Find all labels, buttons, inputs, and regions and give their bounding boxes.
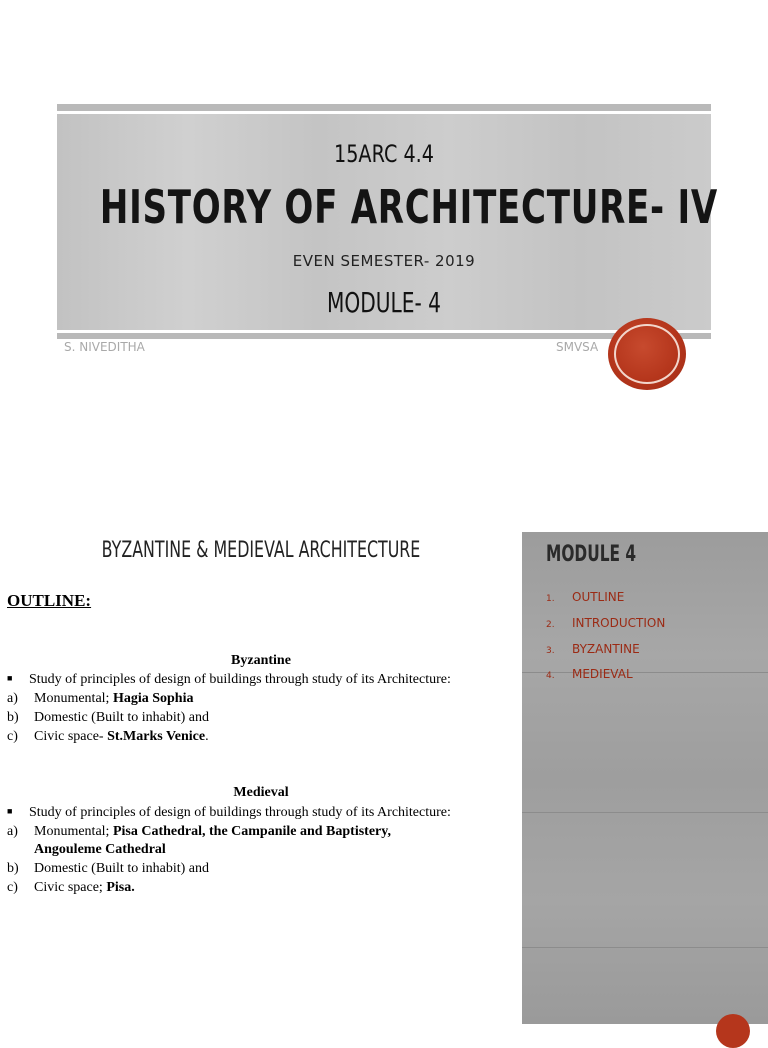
item-label: OUTLINE — [572, 590, 625, 604]
item-text: Civic space; — [34, 880, 107, 895]
item-suffix: . — [205, 729, 209, 744]
panel-divider — [522, 812, 768, 813]
item-text: Monumental; — [34, 691, 113, 706]
item-label: INTRODUCTION — [572, 616, 666, 630]
module-side-panel — [522, 532, 768, 1024]
panel-title: MODULE 4 — [546, 542, 637, 567]
outline-heading: OUTLINE: — [7, 591, 92, 610]
panel-divider — [522, 947, 768, 948]
panel-item-byzantine[interactable] — [546, 642, 640, 656]
outline-slide — [0, 530, 768, 1024]
list-item — [7, 861, 209, 877]
decorative-corner-circle-icon — [716, 1014, 750, 1048]
bullet-text: Study of principles of design of buildings through study of its Architecture: — [29, 805, 451, 820]
item-text: Monumental; — [34, 824, 113, 839]
byzantine-bullet — [7, 672, 451, 688]
medieval-bullet — [7, 805, 451, 821]
organization-name: SMVSA — [556, 340, 599, 354]
list-item — [7, 710, 209, 726]
medieval-heading: Medieval — [233, 785, 289, 800]
item-emphasis: Pisa Cathedral, the Campanile and Baptistery, — [112, 824, 392, 839]
square-bullet-icon: ■ — [7, 673, 13, 683]
decorative-circle-badge-icon — [608, 318, 686, 390]
page-title: HISTORY OF ARCHITECTURE- IV — [99, 180, 719, 234]
list-item — [7, 691, 193, 707]
byzantine-heading: Byzantine — [231, 653, 291, 668]
panel-item-medieval[interactable] — [546, 667, 633, 681]
item-label: a) — [7, 824, 18, 839]
item-label: c) — [7, 880, 18, 895]
item-label: a) — [7, 691, 18, 706]
title-band-top-stripe — [57, 104, 711, 111]
panel-item-outline[interactable] — [546, 590, 624, 604]
item-emphasis: Pisa. — [106, 880, 135, 895]
item-emphasis: St.Marks Venice — [107, 729, 206, 744]
module-label: MODULE- 4 — [326, 286, 442, 319]
semester-label: EVEN SEMESTER- 2019 — [292, 252, 476, 270]
panel-item-introduction[interactable] — [546, 616, 665, 630]
author-name: S. NIVEDITHA — [64, 340, 145, 354]
item-number: 3. — [546, 646, 555, 656]
item-label: c) — [7, 729, 18, 744]
badge-ring — [614, 324, 680, 384]
item-number: 2. — [546, 620, 555, 630]
bullet-text: Study of principles of design of buildings through study of its Architecture: — [29, 672, 451, 687]
item-text: Domestic (Built to inhabit) and — [34, 861, 209, 876]
list-item-continuation: Angouleme Cathedral — [34, 842, 166, 857]
slide-title: BYZANTINE & MEDIEVAL ARCHITECTURE — [101, 538, 421, 563]
item-emphasis: Hagia Sophia — [112, 691, 194, 706]
item-label: MEDIEVAL — [572, 667, 633, 681]
item-text: Civic space- — [34, 729, 108, 744]
item-text: Domestic (Built to inhabit) and — [34, 710, 209, 725]
list-item — [7, 824, 391, 840]
list-item — [7, 880, 135, 896]
item-label: BYZANTINE — [572, 642, 640, 656]
title-slide — [0, 0, 768, 475]
list-item — [7, 729, 209, 745]
item-label: b) — [7, 861, 19, 876]
item-number: 1. — [546, 594, 555, 604]
square-bullet-icon: ■ — [7, 806, 13, 816]
item-label: b) — [7, 710, 19, 725]
course-code: 15ARC 4.4 — [334, 140, 434, 168]
item-number: 4. — [546, 671, 555, 681]
